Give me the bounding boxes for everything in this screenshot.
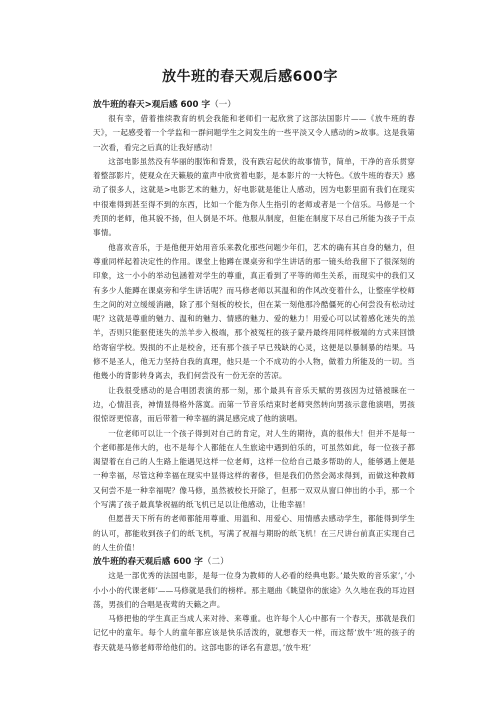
paragraph: 一位老师可以让一个孩子得到对自己的肯定，对人生的期待，真的很伟大！但并不是每一个老师都是伟大的，也不是每个人都能在人生旅途中遇到伯乐的，可虽然如此，每一位孩子都渴望着在自己的人生路上能遇见这样一位老师，这样一位给自己最多帮助的人，能够遇上便是一种幸福，尽管这种幸福在现实中显得这样的奢侈，但是我们仍然会渴求得到，而做这种教师又何尝不是一种幸福呢？像马修，虽然被校长开除了，但那一双双从窗口伸出的小手，那一个个写满了孩子最真挚祝福的纸飞机已足以让他感动，让他幸福！ [93, 428, 415, 510]
section-heading-suffix: （二） [202, 557, 229, 568]
paragraph: 这是一部优秀的法国电影，是每一位身为教师的人必看的经典电影。’最失败的音乐家’，’小小小小的代课老师’——马修就是我们的榜样。那主题曲《眺望你的旅途》久久地在我的耳边回荡，男孩们的合唱是夜莺的天籁之声。 [93, 571, 415, 609]
section-heading-text: 放牛班的春天>观后感 600 字 [93, 100, 211, 110]
document-body [93, 96, 415, 655]
section-heading [93, 98, 415, 112]
section-heading-text: 放牛班的春天观后感 600 字 [93, 557, 203, 568]
document-title: 放牛班的春天观后感600字 [162, 69, 338, 85]
section-heading [93, 555, 415, 569]
paragraph: 他喜欢音乐，于是他便开始用音乐来教化那些问题少年们，艺术的确有其自身的魅力，但尊重同样起着决定性的作用。课堂上他蹲在课桌旁和学生讲话的那一镜头给我留下了很深刻的印象，这一小小的举动包涵着对学生的尊重，真正看到了平等的师生关系，而现实中的我们又有多少人能蹲在课桌旁和学生讲话呢？而马修老师以其温和的作风改变着什么，让整座学校师生之间的对立缓缓消融，除了那个刻板的校长，但在某一刻他那冷酷僵死的心何尝没有松动过呢？这就是尊重的魅力、温和的魅力、情感的魅力、爱的魅力！用爱心可以试着感化迷失的羔羊，否则只能驱使迷失的羔羊步入极端，那个被冤枉的孩子蒙丹最终用同样极端的方式来回馈给寄宿学校。毁损的不止是校舍，还有那个孩子早已残缺的心灵，这便是以暴制暴的结果。马修不是圣人，他无力坚持自我的真理，他只是一个不成功的小人物，做着力所能及的一切。当他幾小的背影转身离去，我们何尝没有一份无奈的苦凉。 [93, 242, 415, 381]
section-heading-suffix: （一） [210, 100, 236, 110]
paragraph: 这部电影虽然没有华丽的服饰和背景，没有跌宕起伏的故事情节，简单，干净的音乐贯穿着整部影片，使观众在天籁般的童声中欣赏着电影，是本影片的一大特色。《放牛班的春天》感动了很多人，这就是>电影艺术的魅力，好电影就是能让人感动，因为电影里面有我们在现实中很难得到甚至得不到的东西，比如一个能为你人生指引的老师或者是一个信乐。马修是一个秃顶的老师，他其貌不扬，但人倒是不坏。他服从制度，但能在制度下尽自己所能为孩子干点事情。 [93, 156, 415, 238]
paragraph: 很有幸，借着推续教育的机会我能和老师们一起欣赏了这部法国影片——《放牛班的春天》，一起感受着一个学监和一群问题学生之间发生的一些平淡又令人感动的>故事。这是我第一次看，看完之后真的让我好感动！ [93, 114, 415, 152]
paragraph: 让我很受感动的是合唱团表演的那一刻，那个最具有音乐天赋的男孩因为过错被睐在一边，心情沮丧，神情显得格外落寞。而第一节音乐结束时老师突然转向男孩示意他演唱，男孩很惊讶更惊喜，而后带着一种幸福的满足感完成了他的演唱。 [93, 385, 415, 424]
paragraph: 马修把他的学生真正当成人来对待、来尊重。也许每个人心中都有一个春天，那就是我们记忆中的童年。每个人的童年都应该是快乐活泼的，就想春天一样，而这帮’放牛’班的孩子的春天就是马修老师带给他们的。这部电影的译名有意思，’放牛班’ [93, 614, 415, 652]
paragraph: 但愿普天下所有的老师都能用尊重、用温和、用爱心、用情感去感动学生，都能得到学生的认可，都能收到孩子们的纸飞机，写满了祝福与期盼的纸飞机！在三尺讲台前真正实现自己的人生价值！ [93, 514, 415, 552]
